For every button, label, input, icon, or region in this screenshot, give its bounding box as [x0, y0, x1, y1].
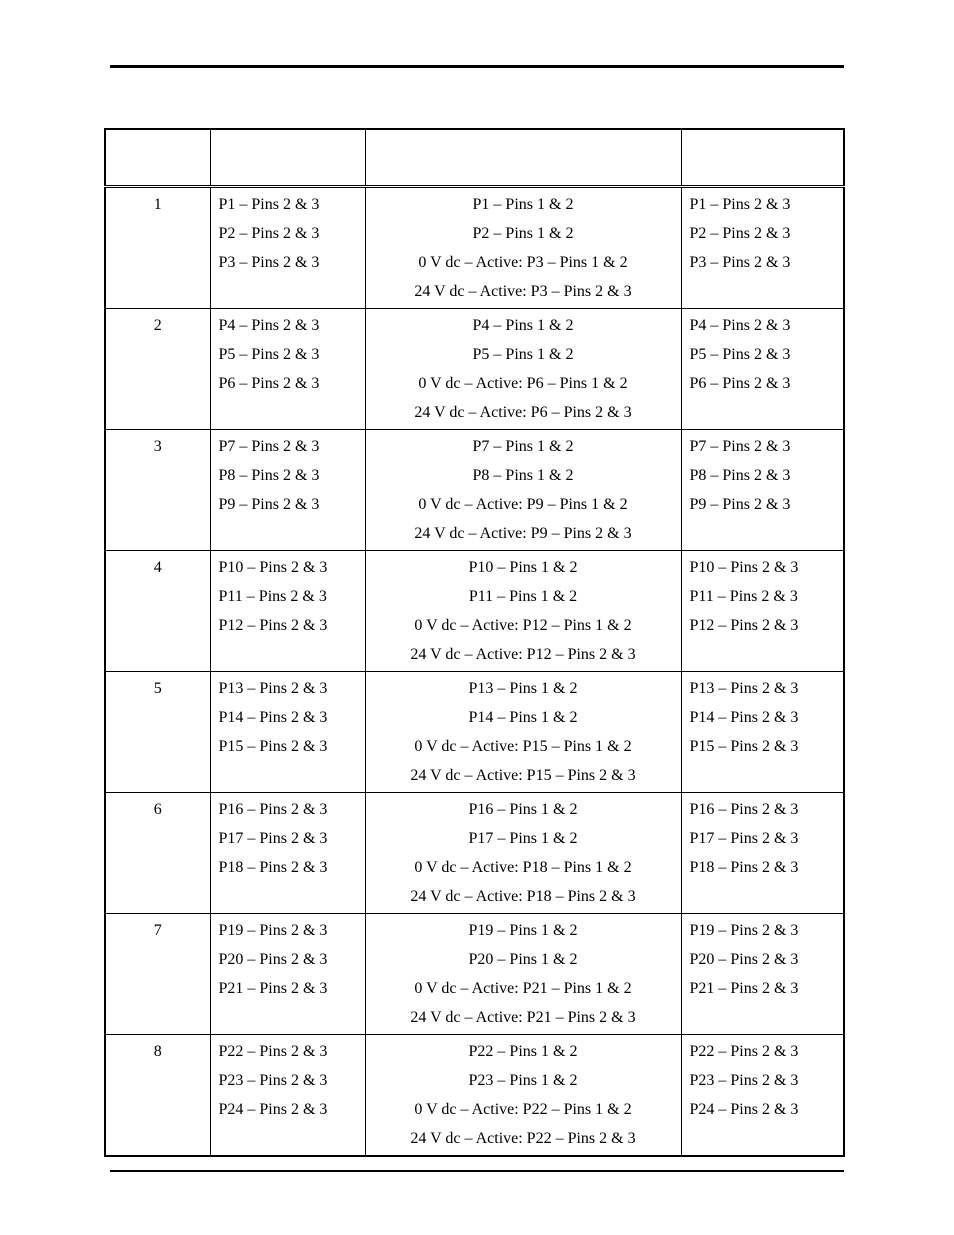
jumper-setting-line: P20 – Pins 2 & 3 [218, 951, 328, 968]
jumper-setting-line: P7 – Pins 1 & 2 [472, 438, 574, 455]
jumper-setting-line: P3 – Pins 2 & 3 [689, 254, 791, 271]
jumper-setting-line: P9 – Pins 2 & 3 [689, 496, 791, 513]
col2-cell [210, 187, 365, 309]
jumper-setting-line: P1 – Pins 2 & 3 [218, 196, 320, 213]
table-row [105, 672, 844, 793]
col3-cell [365, 672, 681, 793]
jumper-setting-line: P6 – Pins 2 & 3 [218, 375, 320, 392]
jumper-setting-line: P7 – Pins 2 & 3 [689, 438, 791, 455]
col2-cell [210, 430, 365, 551]
row-number-cell [105, 187, 210, 309]
row-number-cell [105, 309, 210, 430]
row-number-cell [105, 793, 210, 914]
jumper-setting-line: P18 – Pins 2 & 3 [689, 859, 799, 876]
jumper-setting-line: P4 – Pins 2 & 3 [689, 317, 791, 334]
row-number-cell [105, 551, 210, 672]
jumper-setting-line: P18 – Pins 2 & 3 [218, 859, 328, 876]
table-header-row [105, 129, 844, 187]
jumper-setting-line: P23 – Pins 2 & 3 [218, 1072, 328, 1089]
header-cell [365, 129, 681, 187]
col4-cell [681, 309, 844, 430]
jumper-setting-line: P10 – Pins 2 & 3 [218, 559, 328, 576]
jumper-setting-line: P24 – Pins 2 & 3 [218, 1101, 328, 1118]
table-row [105, 551, 844, 672]
jumper-setting-line: P11 – Pins 2 & 3 [689, 588, 798, 605]
jumper-setting-line: P17 – Pins 1 & 2 [468, 830, 578, 847]
row-number-cell [105, 672, 210, 793]
row-number-cell [105, 914, 210, 1035]
jumper-setting-line: P19 – Pins 2 & 3 [218, 922, 328, 939]
row-number: 8 [153, 1043, 162, 1060]
jumper-setting-line: P23 – Pins 2 & 3 [689, 1072, 799, 1089]
row-number: 5 [153, 680, 162, 697]
col4-cell [681, 187, 844, 309]
header-cell [681, 129, 844, 187]
jumper-setting-line: P2 – Pins 2 & 3 [218, 225, 320, 242]
jumper-setting-line: P22 – Pins 2 & 3 [689, 1043, 799, 1060]
row-number: 3 [153, 438, 162, 455]
header-cell [105, 129, 210, 187]
jumper-setting-line: 0 V dc – Active: P15 – Pins 1 & 2 [414, 738, 632, 755]
jumper-setting-line: P8 – Pins 1 & 2 [472, 467, 574, 484]
jumper-setting-line: 0 V dc – Active: P12 – Pins 1 & 2 [414, 617, 632, 634]
col2-cell [210, 793, 365, 914]
jumper-setting-line: P5 – Pins 2 & 3 [689, 346, 791, 363]
jumper-setting-line: 24 V dc – Active: P9 – Pins 2 & 3 [414, 525, 632, 542]
jumper-setting-line: P5 – Pins 2 & 3 [218, 346, 320, 363]
jumper-setting-line: P15 – Pins 2 & 3 [689, 738, 799, 755]
row-number: 7 [153, 922, 162, 939]
jumper-setting-line: P16 – Pins 2 & 3 [689, 801, 799, 818]
col4-cell [681, 551, 844, 672]
jumper-setting-line: 0 V dc – Active: P9 – Pins 1 & 2 [418, 496, 628, 513]
col4-cell [681, 672, 844, 793]
jumper-setting-line: 24 V dc – Active: P21 – Pins 2 & 3 [410, 1009, 636, 1026]
col2-cell [210, 914, 365, 1035]
jumper-setting-line: P2 – Pins 1 & 2 [472, 225, 574, 242]
jumper-setting-line: P17 – Pins 2 & 3 [689, 830, 799, 847]
header-cell [210, 129, 365, 187]
table-row [105, 793, 844, 914]
jumper-setting-line: P7 – Pins 2 & 3 [218, 438, 320, 455]
jumper-setting-line: P5 – Pins 1 & 2 [472, 346, 574, 363]
col2-cell [210, 551, 365, 672]
jumper-setting-line: P19 – Pins 1 & 2 [468, 922, 578, 939]
table-row [105, 1035, 844, 1157]
jumper-setting-line: 0 V dc – Active: P6 – Pins 1 & 2 [418, 375, 628, 392]
row-number-cell [105, 430, 210, 551]
jumper-setting-line: P13 – Pins 2 & 3 [689, 680, 799, 697]
jumper-setting-line: 0 V dc – Active: P21 – Pins 1 & 2 [414, 980, 632, 997]
jumper-setting-line: 24 V dc – Active: P18 – Pins 2 & 3 [410, 888, 636, 905]
row-number: 1 [153, 196, 162, 213]
jumper-setting-line: P8 – Pins 2 & 3 [218, 467, 320, 484]
col3-cell [365, 309, 681, 430]
jumper-setting-line: 24 V dc – Active: P22 – Pins 2 & 3 [410, 1130, 636, 1147]
col3-cell [365, 430, 681, 551]
col3-cell [365, 551, 681, 672]
jumper-setting-line: P21 – Pins 2 & 3 [689, 980, 799, 997]
jumper-setting-line: P11 – Pins 2 & 3 [218, 588, 327, 605]
jumper-setting-line: 24 V dc – Active: P15 – Pins 2 & 3 [410, 767, 636, 784]
footer-rule [110, 1170, 844, 1172]
col4-cell [681, 430, 844, 551]
col2-cell [210, 672, 365, 793]
jumper-setting-line: 0 V dc – Active: P3 – Pins 1 & 2 [418, 254, 628, 271]
jumper-setting-line: P14 – Pins 1 & 2 [468, 709, 578, 726]
jumper-setting-line: P3 – Pins 2 & 3 [218, 254, 320, 271]
jumper-setting-line: P19 – Pins 2 & 3 [689, 922, 799, 939]
jumper-setting-line: P17 – Pins 2 & 3 [218, 830, 328, 847]
col3-cell [365, 1035, 681, 1157]
table-row [105, 430, 844, 551]
jumper-setting-line: P10 – Pins 1 & 2 [468, 559, 578, 576]
jumper-setting-line: P11 – Pins 1 & 2 [468, 588, 578, 605]
jumper-setting-line: P15 – Pins 2 & 3 [218, 738, 328, 755]
jumper-setting-line: P21 – Pins 2 & 3 [218, 980, 328, 997]
jumper-setting-line: P2 – Pins 2 & 3 [689, 225, 791, 242]
jumper-setting-line: P4 – Pins 1 & 2 [472, 317, 574, 334]
row-number: 2 [153, 317, 162, 334]
row-number: 6 [153, 801, 162, 818]
table-row [105, 309, 844, 430]
jumper-setting-line: 24 V dc – Active: P6 – Pins 2 & 3 [414, 404, 632, 421]
jumper-setting-line: P14 – Pins 2 & 3 [689, 709, 799, 726]
jumper-setting-line: P16 – Pins 1 & 2 [468, 801, 578, 818]
jumper-setting-line: P1 – Pins 1 & 2 [472, 196, 574, 213]
jumper-setting-line: P12 – Pins 2 & 3 [689, 617, 799, 634]
col3-cell [365, 914, 681, 1035]
table-row [105, 914, 844, 1035]
jumper-setting-line: P9 – Pins 2 & 3 [218, 496, 320, 513]
jumper-setting-line: P4 – Pins 2 & 3 [218, 317, 320, 334]
col3-cell [365, 187, 681, 309]
jumper-setting-line: P8 – Pins 2 & 3 [689, 467, 791, 484]
jumper-setting-line: P22 – Pins 1 & 2 [468, 1043, 578, 1060]
jumper-setting-line: P1 – Pins 2 & 3 [689, 196, 791, 213]
table-body [105, 187, 844, 1157]
col2-cell [210, 309, 365, 430]
jumper-setting-line: P10 – Pins 2 & 3 [689, 559, 799, 576]
jumper-setting-line: P12 – Pins 2 & 3 [218, 617, 328, 634]
col4-cell [681, 914, 844, 1035]
jumper-setting-line: 0 V dc – Active: P18 – Pins 1 & 2 [414, 859, 632, 876]
col2-cell [210, 1035, 365, 1157]
table-row [105, 187, 844, 309]
jumper-setting-line: 0 V dc – Active: P22 – Pins 1 & 2 [414, 1101, 632, 1118]
jumper-setting-line: 24 V dc – Active: P12 – Pins 2 & 3 [410, 646, 636, 663]
col4-cell [681, 793, 844, 914]
row-number-cell [105, 1035, 210, 1157]
jumper-setting-line: P23 – Pins 1 & 2 [468, 1072, 578, 1089]
jumper-setting-line: P20 – Pins 1 & 2 [468, 951, 578, 968]
jumper-setting-line: P16 – Pins 2 & 3 [218, 801, 328, 818]
jumper-setting-line: P13 – Pins 1 & 2 [468, 680, 578, 697]
jumper-setting-line: 24 V dc – Active: P3 – Pins 2 & 3 [414, 283, 632, 300]
col4-cell [681, 1035, 844, 1157]
jumper-setting-line: P13 – Pins 2 & 3 [218, 680, 328, 697]
jumper-setting-line: P24 – Pins 2 & 3 [689, 1101, 799, 1118]
jumper-setting-line: P6 – Pins 2 & 3 [689, 375, 791, 392]
header-rule [110, 65, 844, 68]
jumper-setting-line: P20 – Pins 2 & 3 [689, 951, 799, 968]
row-number: 4 [153, 559, 162, 576]
jumper-settings-table [104, 128, 845, 1157]
jumper-setting-line: P14 – Pins 2 & 3 [218, 709, 328, 726]
jumper-setting-line: P22 – Pins 2 & 3 [218, 1043, 328, 1060]
col3-cell [365, 793, 681, 914]
